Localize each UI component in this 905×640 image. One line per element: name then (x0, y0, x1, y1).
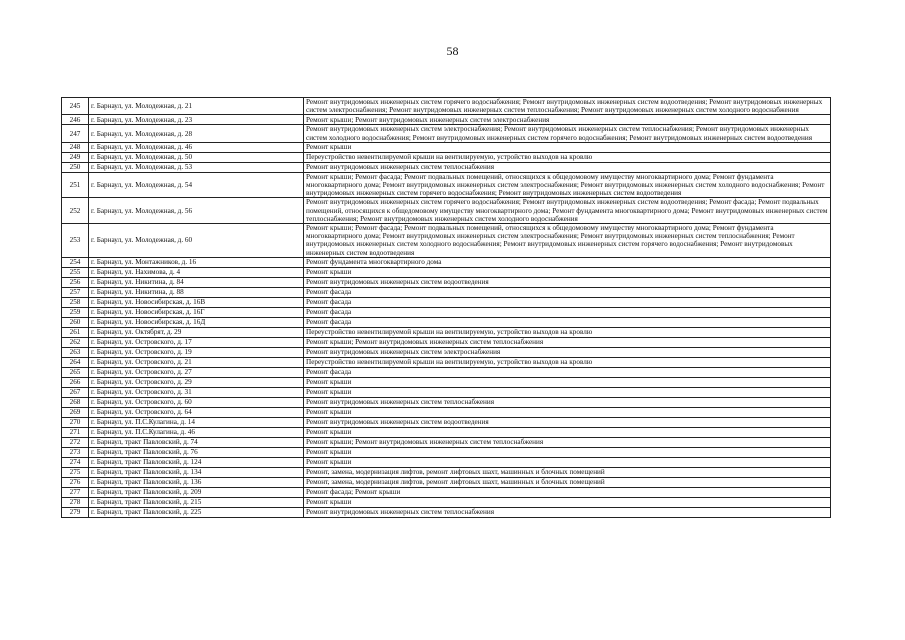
table-row (62, 297, 831, 307)
table-row (62, 407, 831, 417)
table-row (62, 307, 831, 317)
work-type-cell: Ремонт крыши (304, 427, 831, 437)
work-type-cell: Переустройство невентилируемой крыши на вентилируемую, устройство выходов на кровлю (304, 152, 831, 162)
row-number-cell: 259 (62, 307, 89, 317)
row-number-cell: 248 (62, 142, 89, 152)
row-number-cell: 252 (62, 198, 89, 224)
page-number: 58 (446, 44, 459, 58)
work-type-cell: Ремонт крыши; Ремонт внутридомовых инженерных систем теплоснабжения (304, 337, 831, 347)
table-row (62, 257, 831, 267)
table-row (62, 367, 831, 377)
address-cell: г. Барнаул, тракт Павловский, д. 136 (89, 477, 304, 487)
work-type-cell: Переустройство невентилируемой крыши на вентилируемую, устройство выходов на кровлю (304, 357, 831, 367)
table-row (62, 98, 831, 115)
row-number-cell: 274 (62, 457, 89, 467)
address-cell: г. Барнаул, ул. Молодежная, д. 46 (89, 142, 304, 152)
table-row (62, 397, 831, 407)
row-number-cell: 278 (62, 497, 89, 507)
work-type-cell: Ремонт крыши; Ремонт внутридомовых инженерных систем теплоснабжения (304, 437, 831, 447)
work-type-cell: Ремонт крыши (304, 142, 831, 152)
work-type-cell: Ремонт фундамента многоквартирного дома (304, 257, 831, 267)
table-row (62, 417, 831, 427)
table-row (62, 267, 831, 277)
address-cell: г. Барнаул, тракт Павловский, д. 225 (89, 507, 304, 517)
work-type-cell: Ремонт крыши (304, 407, 831, 417)
work-type-cell: Ремонт внутридомовых инженерных систем электроснабжения (304, 347, 831, 357)
address-cell: г. Барнаул, тракт Павловский, д. 74 (89, 437, 304, 447)
address-cell: г. Барнаул, ул. Новосибирская, д. 16Г (89, 307, 304, 317)
work-type-cell: Ремонт внутридомовых инженерных систем теплоснабжения (304, 162, 831, 172)
table-row (62, 277, 831, 287)
table-row (62, 467, 831, 477)
row-number-cell: 261 (62, 327, 89, 337)
work-type-cell: Ремонт внутридомовых инженерных систем горячего водоснабжения; Ремонт внутридомовых инженерных систем водоотведения; Ремонт внутридомовых инженерных систем электроснабжения; Ремонт внутридомовых инженерных систем теплоснабжения; Ремонт внутридомовых инженерных систем холодного водоснабжения (304, 98, 831, 115)
work-type-cell: Ремонт внутридомовых инженерных систем теплоснабжения (304, 397, 831, 407)
table-row (62, 224, 831, 258)
table-row (62, 347, 831, 357)
row-number-cell: 262 (62, 337, 89, 347)
row-number-cell: 251 (62, 172, 89, 198)
work-type-cell: Переустройство невентилируемой крыши на вентилируемую, устройство выходов на кровлю (304, 327, 831, 337)
address-cell: г. Барнаул, ул. Нахимова, д. 4 (89, 267, 304, 277)
work-type-cell: Ремонт крыши; Ремонт фасада; Ремонт подвальных помещений, относящихся к общедомовому имуществу многоквартирного дома; Ремонт фундамента многоквартирного дома; Ремонт внутридомовых инженерных систем электроснабжения; Ремонт внутридомовых инженерных систем холодного водоснабжения; Ремонт внутридомовых инженерных систем горячего водоснабжения; Ремонт внутридомовых инженерных систем водоотведения (304, 172, 831, 198)
row-number-cell: 277 (62, 487, 89, 497)
row-number-cell: 271 (62, 427, 89, 437)
table-row (62, 287, 831, 297)
address-cell: г. Барнаул, ул. Никитина, д. 84 (89, 277, 304, 287)
address-cell: г. Барнаул, ул. Молодежная, д. 23 (89, 115, 304, 125)
table-row (62, 337, 831, 347)
row-number-cell: 264 (62, 357, 89, 367)
work-type-cell: Ремонт фасада (304, 317, 831, 327)
table-row (62, 487, 831, 497)
table-row (62, 172, 831, 198)
address-cell: г. Барнаул, ул. Островского, д. 21 (89, 357, 304, 367)
work-type-cell: Ремонт крыши (304, 497, 831, 507)
work-type-cell: Ремонт внутридомовых инженерных систем электроснабжения; Ремонт внутридомовых инженерных систем теплоснабжения; Ремонт внутридомовых инженерных систем холодного водоснабжения; Ремонт внутридомовых инженерных систем горячего водоснабжения; Ремонт внутридомовых инженерных систем водоотведения (304, 125, 831, 142)
row-number-cell: 246 (62, 115, 89, 125)
row-number-cell: 253 (62, 224, 89, 258)
address-cell: г. Барнаул, тракт Павловский, д. 215 (89, 497, 304, 507)
address-cell: г. Барнаул, тракт Павловский, д. 124 (89, 457, 304, 467)
work-type-cell: Ремонт внутридомовых инженерных систем водоотведения (304, 277, 831, 287)
table-row (62, 427, 831, 437)
table-row (62, 507, 831, 517)
table-row (62, 377, 831, 387)
row-number-cell: 266 (62, 377, 89, 387)
work-type-cell: Ремонт фасада (304, 367, 831, 377)
row-number-cell: 245 (62, 98, 89, 115)
address-cell: г. Барнаул, ул. Островского, д. 60 (89, 397, 304, 407)
address-cell: г. Барнаул, ул. Молодежная, д. 60 (89, 224, 304, 258)
row-number-cell: 247 (62, 125, 89, 142)
table-row (62, 198, 831, 224)
table-row (62, 457, 831, 467)
repair-works-table (61, 97, 831, 518)
table-row (62, 437, 831, 447)
address-cell: г. Барнаул, ул. Новосибирская, д. 16Д (89, 317, 304, 327)
address-cell: г. Барнаул, ул. Октябрят, д. 29 (89, 327, 304, 337)
row-number-cell: 260 (62, 317, 89, 327)
table-row (62, 447, 831, 457)
work-type-cell: Ремонт, замена, модернизация лифтов, ремонт лифтовых шахт, машинных и блочных помещений (304, 477, 831, 487)
address-cell: г. Барнаул, ул. Островского, д. 19 (89, 347, 304, 357)
table-row (62, 327, 831, 337)
table-row (62, 477, 831, 487)
table-row (62, 497, 831, 507)
work-type-cell: Ремонт внутридомовых инженерных систем теплоснабжения (304, 507, 831, 517)
row-number-cell: 269 (62, 407, 89, 417)
work-type-cell: Ремонт внутридомовых инженерных систем водоотведения (304, 417, 831, 427)
row-number-cell: 257 (62, 287, 89, 297)
row-number-cell: 273 (62, 447, 89, 457)
address-cell: г. Барнаул, ул. П.С.Кулагина, д. 14 (89, 417, 304, 427)
address-cell: г. Барнаул, ул. Молодежная, д. 53 (89, 162, 304, 172)
work-type-cell: Ремонт фасада (304, 307, 831, 317)
work-type-cell: Ремонт фасада (304, 287, 831, 297)
work-type-cell: Ремонт крыши (304, 447, 831, 457)
row-number-cell: 279 (62, 507, 89, 517)
row-number-cell: 256 (62, 277, 89, 287)
row-number-cell: 270 (62, 417, 89, 427)
address-cell: г. Барнаул, ул. Монтажников, д. 16 (89, 257, 304, 267)
row-number-cell: 268 (62, 397, 89, 407)
row-number-cell: 276 (62, 477, 89, 487)
address-cell: г. Барнаул, тракт Павловский, д. 134 (89, 467, 304, 477)
row-number-cell: 254 (62, 257, 89, 267)
work-type-cell: Ремонт крыши; Ремонт внутридомовых инженерных систем электроснабжения (304, 115, 831, 125)
table-row (62, 162, 831, 172)
work-type-cell: Ремонт крыши (304, 267, 831, 277)
table-row (62, 152, 831, 162)
work-type-cell: Ремонт крыши (304, 387, 831, 397)
row-number-cell: 272 (62, 437, 89, 447)
work-type-cell: Ремонт фасада (304, 297, 831, 307)
work-type-cell: Ремонт фасада; Ремонт крыши (304, 487, 831, 497)
address-cell: г. Барнаул, ул. Молодежная, д. 21 (89, 98, 304, 115)
work-type-cell: Ремонт крыши; Ремонт фасада; Ремонт подвальных помещений, относящихся к общедомовому имуществу многоквартирного дома; Ремонт фундамента многоквартирного дома; Ремонт внутридомовых инженерных систем электроснабжения; Ремонт внутридомовых инженерных систем теплоснабжения; Ремонт внутридомовых инженерных систем холодного водоснабжения; Ремонт внутридомовых инженерных систем горячего водоснабжения; Ремонт внутридомовых инженерных систем водоотведения (304, 224, 831, 258)
table-row (62, 387, 831, 397)
table-row (62, 142, 831, 152)
row-number-cell: 275 (62, 467, 89, 477)
table-body (62, 98, 831, 518)
address-cell: г. Барнаул, ул. Молодежная, д. 28 (89, 125, 304, 142)
row-number-cell: 267 (62, 387, 89, 397)
work-type-cell: Ремонт крыши (304, 377, 831, 387)
work-type-cell: Ремонт крыши (304, 457, 831, 467)
table-row (62, 115, 831, 125)
table-row (62, 125, 831, 142)
row-number-cell: 263 (62, 347, 89, 357)
row-number-cell: 258 (62, 297, 89, 307)
work-type-cell: Ремонт, замена, модернизация лифтов, ремонт лифтовых шахт, машинных и блочных помещений (304, 467, 831, 477)
address-cell: г. Барнаул, ул. Островского, д. 64 (89, 407, 304, 417)
row-number-cell: 265 (62, 367, 89, 377)
address-cell: г. Барнаул, тракт Павловский, д. 209 (89, 487, 304, 497)
table-row (62, 357, 831, 367)
row-number-cell: 249 (62, 152, 89, 162)
address-cell: г. Барнаул, тракт Павловский, д. 76 (89, 447, 304, 457)
address-cell: г. Барнаул, ул. Молодежная, д. 50 (89, 152, 304, 162)
address-cell: г. Барнаул, ул. П.С.Кулагина, д. 46 (89, 427, 304, 437)
address-cell: г. Барнаул, ул. Никитина, д. 88 (89, 287, 304, 297)
address-cell: г. Барнаул, ул. Молодежная, д. 54 (89, 172, 304, 198)
work-type-cell: Ремонт внутридомовых инженерных систем горячего водоснабжения; Ремонт внутридомовых инженерных систем водоотведения; Ремонт фасада; Ремонт подвальных помещений, относящихся к общедомовому имуществу многоквартирного дома; Ремонт фундамента многоквартирного дома; Ремонт внутридомовых инженерных систем теплоснабжения; Ремонт внутридомовых инженерных систем холодного водоснабжения (304, 198, 831, 224)
address-cell: г. Барнаул, ул. Новосибирская, д. 16В (89, 297, 304, 307)
address-cell: г. Барнаул, ул. Островского, д. 29 (89, 377, 304, 387)
table-row (62, 317, 831, 327)
address-cell: г. Барнаул, ул. Островского, д. 31 (89, 387, 304, 397)
address-cell: г. Барнаул, ул. Молодежная, д. 56 (89, 198, 304, 224)
row-number-cell: 250 (62, 162, 89, 172)
address-cell: г. Барнаул, ул. Островского, д. 27 (89, 367, 304, 377)
row-number-cell: 255 (62, 267, 89, 277)
address-cell: г. Барнаул, ул. Островского, д. 17 (89, 337, 304, 347)
